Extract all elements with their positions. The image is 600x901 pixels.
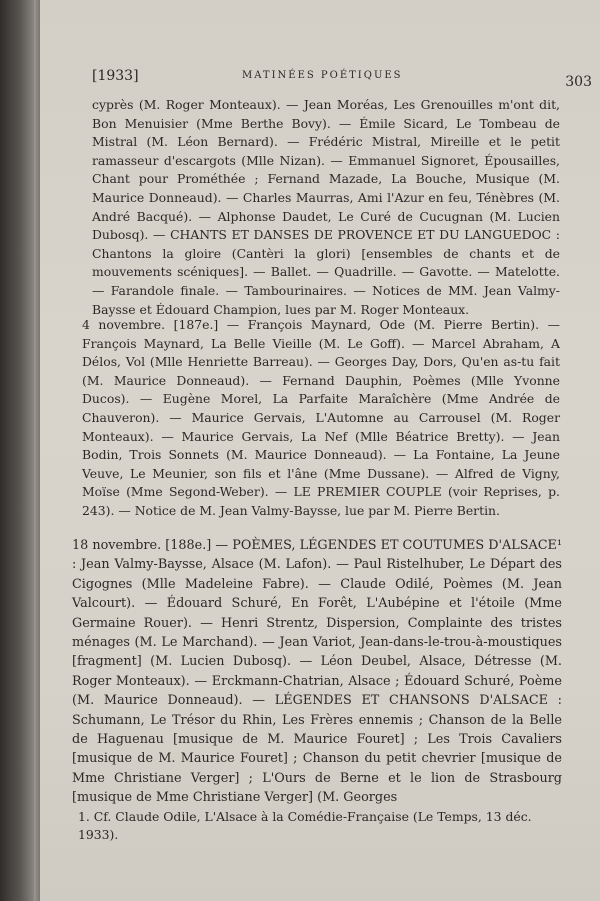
paragraph-text: cyprès (M. Roger Monteaux). — Jean Moréas, Les Grenouilles m'ont dit, Bon Menuisier (Mme Berthe Bovy). — Émile Sicard, Le Tombeau de Mistral (M. Léon Bernard). — Frédéric Mistral, Mireille et le petit ramasseur d'escargots (Mlle Nizan). — Emmanuel Signoret, Épousailles, Chant pour Prométhée ; Fernand Mazade, La Bouche, Musique (M. Maurice Donneaud). — Charles Maurras, Ami l'Azur en feu, Ténèbres (M. André Bacqué). — Alphonse Daudet, Le Curé de Cucugnan (M. Lucien Dubosq). — CHANTS ET DANSES DE PROVENCE ET DU LANGUEDOC : Chantons la gloire (Cantèri la glori) [ensembles de chants et de mouvements scéniques]. — Ballet. — Quadrille. — Gavotte. — Matelotte. — Farandole finale. — Tambourinaires. — Notices de MM. Jean Valmy-Baysse et Édouard Champion, lues par M. Roger Monteaux. bbox=[92, 97, 560, 317]
page-number: 303 bbox=[565, 74, 592, 90]
running-head bbox=[92, 68, 592, 94]
footnote: 1. Cf. Claude Odile, L'Alsace à la Comédie-Française (Le Temps, 13 déc. 1933). bbox=[78, 809, 532, 842]
paragraph-continuation bbox=[92, 96, 560, 319]
paragraph-4-novembre bbox=[82, 316, 560, 521]
paragraph-text: 18 novembre. [188e.] — POÈMES, LÉGENDES ET COUTUMES D'ALSACE¹ : Jean Valmy-Baysse, Alsace (M. Lafon). — Paul Ristelhuber, Le Départ des Cigognes (Mlle Madeleine Fabre). — Claude Odilé, Poèmes (M. Jean Valcourt). — Édouard Schuré, En Forêt, L'Aubépine et l'étoile (Mme Germaine Rouer). — Henri Strentz, Dispersion, Complainte des tristes ménages (M. Le Marchand). — Jean Variot, Jean-dans-le-trou-à-moustiques [fragment] (M. Lucien Dubosq). — Léon Deubel, Alsace, Détresse (M. Roger Monteaux). — Erckmann-Chatrian, Alsace ; Édouard Schuré, Poème (M. Maurice Donneaud). — LÉGENDES ET CHANSONS D'ALSACE : Schumann, Le Trésor du Rhin, Les Frères ennemis ; Chanson de la Belle de Haguenau [musique de M. Maurice Fouret] ; Les Trois Cavaliers [musique de M. Maurice Fouret] ; Chanson du petit chevrier [musique de Mme Christiane Verger] ; L'Ours de Berne et le lion de Strasbourg [musique de Mme Christiane Verger] (M. Georges bbox=[72, 538, 563, 806]
header-title: MATINÉES POÉTIQUES bbox=[242, 70, 403, 81]
header-year: [1933] bbox=[92, 68, 139, 84]
paragraph-text: 4 novembre. [187e.] — François Maynard, Ode (M. Pierre Bertin). — François Maynard, La Belle Vieille (M. Le Goff). — Marcel Abraham, A Délos, Vol (Mlle Henriette Barreau). — Georges Day, Dors, Qu'en as-tu fait (M. Maurice Donneaud). — Fernand Dauphin, Poèmes (Mlle Yvonne Ducos). — Eugène Morel, La Parfaite Maraîchère (Mme Andrée de Chauveron). — Maurice Gervais, L'Automne au Carrousel (M. Roger Monteaux). — Maurice Gervais, La Nef (Mlle Béatrice Bretty). — Jean Bodin, Trois Sonnets (M. Maurice Donneaud). — La Fontaine, La Jeune Veuve, Le Meunier, son fils et l'âne (Mme Dussane). — Alfred de Vigny, Moïse (Mme Segond-Weber). — LE PREMIER COUPLE (voir Reprises, p. 243). — Notice de M. Jean Valmy-Baysse, lue par M. Pierre Bertin. bbox=[82, 317, 560, 518]
paragraph-18-novembre bbox=[72, 536, 562, 808]
book-page bbox=[40, 0, 600, 901]
